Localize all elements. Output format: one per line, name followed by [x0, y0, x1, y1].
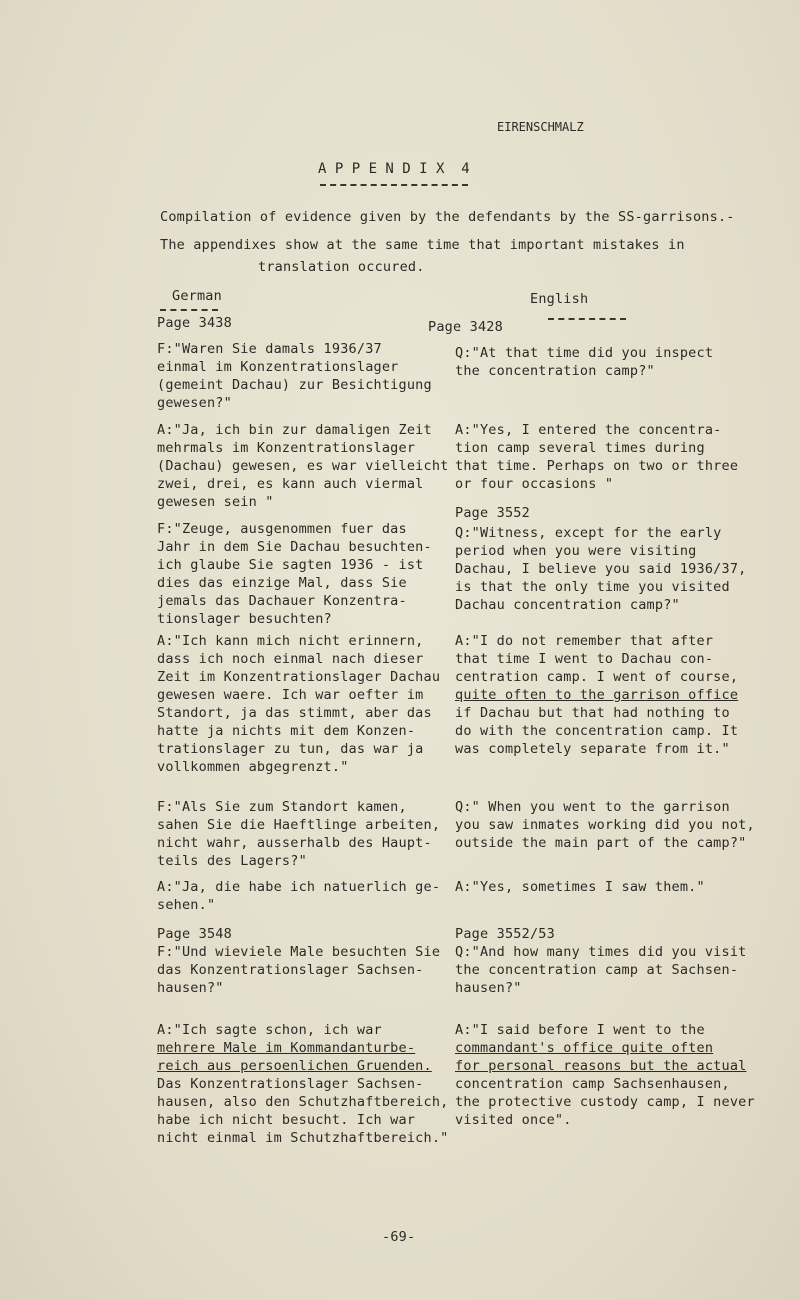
- german-line: Zeit im Konzentrationslager Dachau: [157, 669, 441, 685]
- german-line: (Dachau) gewesen, es war vielleicht: [157, 458, 449, 474]
- english-line: do with the concentration camp. It: [455, 723, 739, 739]
- german-line: zwei, drei, es kann auch viermal: [157, 476, 424, 492]
- english-page-ref: Page 3552: [455, 505, 530, 521]
- german-line: hausen?": [157, 980, 224, 996]
- german-line: Standort, ja das stimmt, aber das: [157, 705, 432, 721]
- english-line-underlined: quite often to the garrison office: [455, 687, 739, 703]
- german-line: habe ich nicht besucht. Ich war: [157, 1112, 416, 1128]
- german-line: Das Konzentrationslager Sachsen-: [157, 1076, 424, 1092]
- german-line: dies das einzige Mal, dass Sie: [157, 575, 407, 591]
- intro-line-2: The appendixes show at the same time that important mistakes in: [160, 237, 685, 253]
- english-line: Q:"And how many times did you visit: [455, 944, 747, 960]
- english-page-ref: Page 3552/53: [455, 926, 555, 942]
- german-column-heading: German: [172, 288, 222, 304]
- german-line: gewesen sein ": [157, 494, 274, 510]
- english-line: Q:" When you went to the garrison: [455, 799, 730, 815]
- german-line: das Konzentrationslager Sachsen-: [157, 962, 424, 978]
- german-line: trationslager zu tun, das war ja: [157, 741, 424, 757]
- german-line: ich glaube Sie sagten 1936 - ist: [157, 557, 424, 573]
- german-line: dass ich noch einmal nach dieser: [157, 651, 424, 667]
- german-line: sehen.": [157, 897, 216, 913]
- english-line: Q:"At that time did you inspect: [455, 345, 714, 361]
- german-line: teils des Lagers?": [157, 853, 307, 869]
- german-line: nicht einmal im Schutzhaftbereich.": [157, 1130, 449, 1146]
- english-line: you saw inmates working did you not,: [455, 817, 755, 833]
- english-line: A:"I said before I went to the: [455, 1022, 705, 1038]
- german-page-ref: Page 3548: [157, 926, 232, 942]
- german-line: A:"Ja, die habe ich natuerlich ge-: [157, 879, 441, 895]
- english-line: concentration camp Sachsenhausen,: [455, 1076, 730, 1092]
- english-line: centration camp. I went of course,: [455, 669, 739, 685]
- english-line: A:"Yes, I entered the concentra-: [455, 422, 722, 438]
- english-line: hausen?": [455, 980, 522, 996]
- english-line: visited once".: [455, 1112, 572, 1128]
- german-line: tionslager besuchten?: [157, 611, 332, 627]
- german-line: jemals das Dachauer Konzentra-: [157, 593, 407, 609]
- german-line: F:"Waren Sie damals 1936/37: [157, 341, 382, 357]
- german-line-underlined: mehrere Male im Kommandanturbe-: [157, 1040, 416, 1056]
- english-page-ref: Page 3428: [428, 319, 503, 335]
- english-line: Q:"Witness, except for the early: [455, 525, 722, 541]
- defendant-name-header: EIRENSCHMALZ: [497, 120, 584, 134]
- german-heading-underline: [160, 309, 218, 311]
- german-line: sahen Sie die Haeftlinge arbeiten,: [157, 817, 441, 833]
- english-line-underlined: commandant's office quite often: [455, 1040, 714, 1056]
- english-column-heading: English: [530, 291, 589, 307]
- appendix-title: A P P E N D I X 4: [318, 161, 470, 177]
- german-line: gewesen?": [157, 395, 232, 411]
- german-line: hatte ja nichts mit dem Konzen-: [157, 723, 416, 739]
- german-line: F:"Und wieviele Male besuchten Sie: [157, 944, 441, 960]
- english-heading-underline: [548, 318, 626, 320]
- english-line: the protective custody camp, I never: [455, 1094, 755, 1110]
- german-page-ref: Page 3438: [157, 315, 232, 331]
- german-line-underlined: reich aus persoenlichen Gruenden.: [157, 1058, 432, 1074]
- english-line: tion camp several times during: [455, 440, 705, 456]
- english-line: A:"Yes, sometimes I saw them.": [455, 879, 705, 895]
- german-line: F:"Als Sie zum Standort kamen,: [157, 799, 407, 815]
- english-line: if Dachau but that had nothing to: [455, 705, 730, 721]
- german-line: hausen, also den Schutzhaftbereich,: [157, 1094, 449, 1110]
- english-line: period when you were visiting: [455, 543, 697, 559]
- title-underline: [320, 184, 468, 186]
- english-line: the concentration camp at Sachsen-: [455, 962, 739, 978]
- german-line: F:"Zeuge, ausgenommen fuer das: [157, 521, 407, 537]
- german-line: mehrmals im Konzentrationslager: [157, 440, 416, 456]
- german-line: A:"Ich sagte schon, ich war: [157, 1022, 382, 1038]
- english-line: Dachau, I believe you said 1936/37,: [455, 561, 747, 577]
- english-line: was completely separate from it.": [455, 741, 730, 757]
- intro-line-1: Compilation of evidence given by the defendants by the SS-garrisons.-: [160, 209, 735, 225]
- german-line: gewesen waere. Ich war oefter im: [157, 687, 424, 703]
- english-line: A:"I do not remember that after: [455, 633, 714, 649]
- german-line: Jahr in dem Sie Dachau besuchten-: [157, 539, 432, 555]
- german-line: A:"Ja, ich bin zur damaligen Zeit: [157, 422, 432, 438]
- english-line: is that the only time you visited: [455, 579, 730, 595]
- english-line-underlined: for personal reasons but the actual: [455, 1058, 747, 1074]
- german-line: nicht wahr, ausserhalb des Haupt-: [157, 835, 432, 851]
- german-line: (gemeint Dachau) zur Besichtigung: [157, 377, 432, 393]
- page-number: -69-: [382, 1229, 416, 1245]
- english-line: or four occasions ": [455, 476, 614, 492]
- english-line: the concentration camp?": [455, 363, 655, 379]
- english-line: Dachau concentration camp?": [455, 597, 680, 613]
- german-line: vollkommen abgegrenzt.": [157, 759, 349, 775]
- english-line: that time I went to Dachau con-: [455, 651, 714, 667]
- english-line: outside the main part of the camp?": [455, 835, 747, 851]
- intro-line-3: translation occured.: [258, 259, 425, 275]
- german-line: einmal im Konzentrationslager: [157, 359, 399, 375]
- german-line: A:"Ich kann mich nicht erinnern,: [157, 633, 424, 649]
- english-line: that time. Perhaps on two or three: [455, 458, 739, 474]
